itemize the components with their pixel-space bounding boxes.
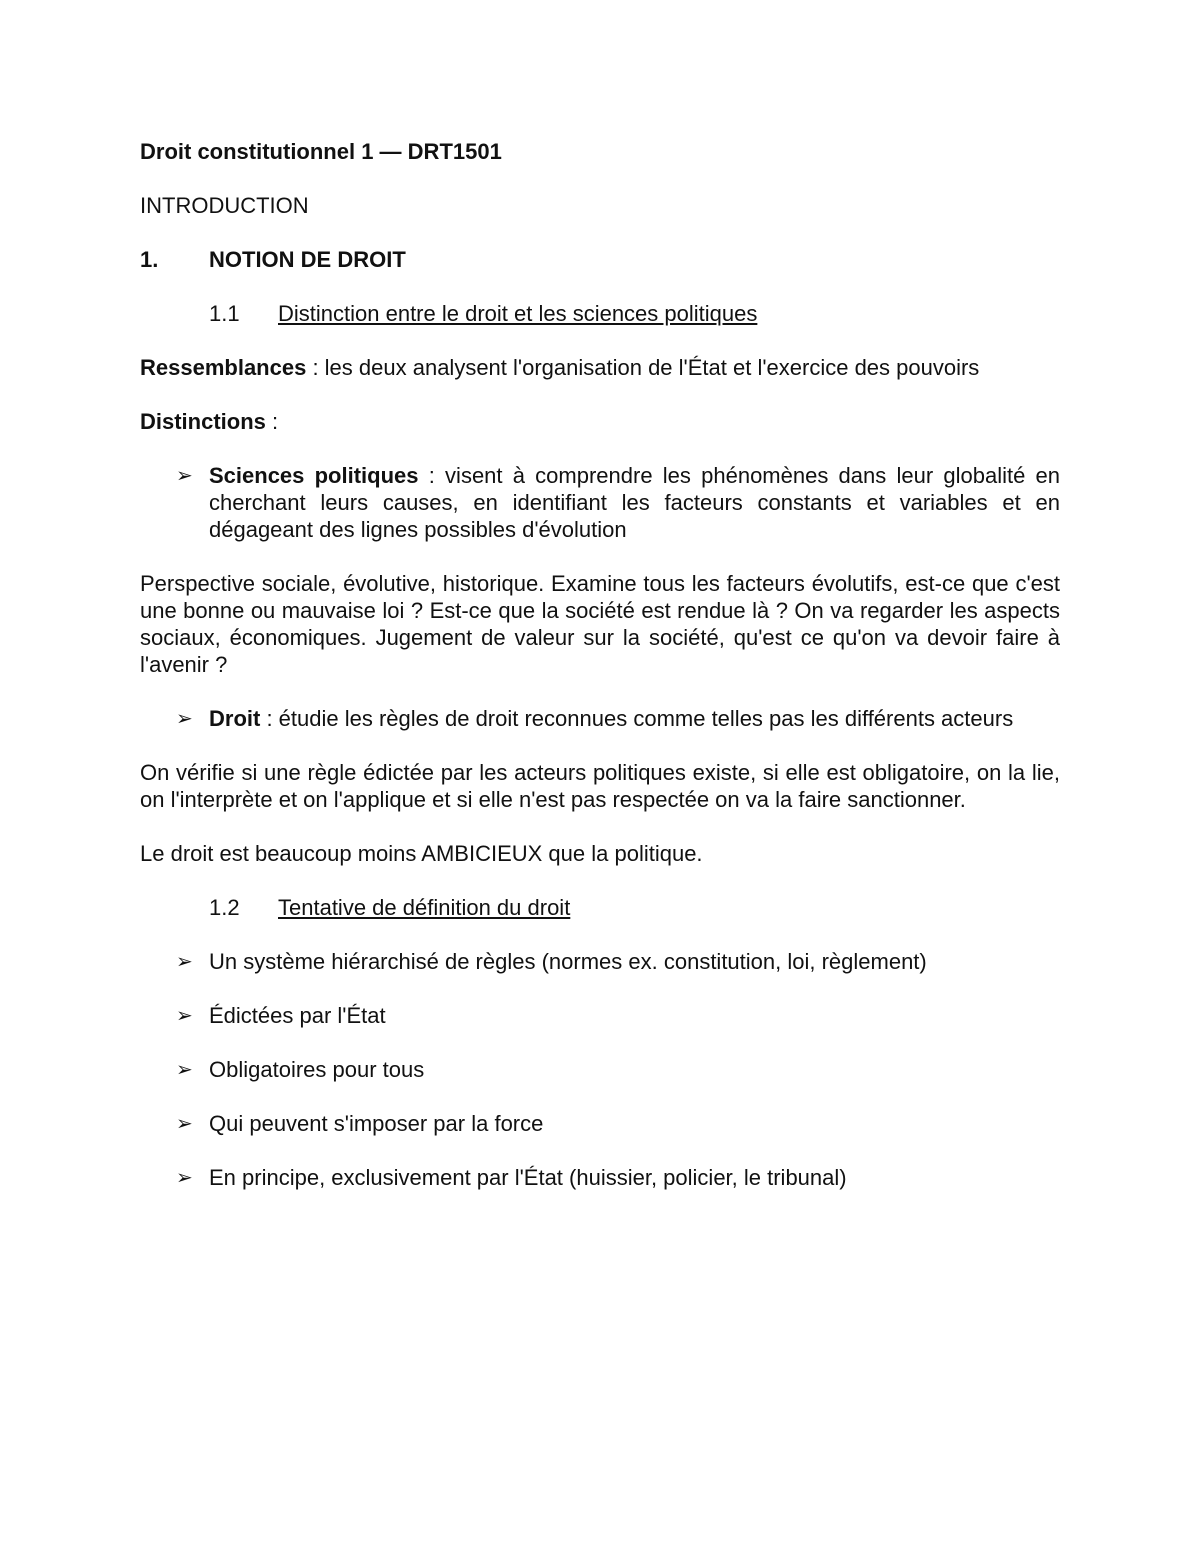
definition-item xyxy=(176,1056,1060,1083)
subsection-1-1-heading xyxy=(209,300,1060,327)
definition-item-text: Un système hiérarchisé de règles (normes ex. constitution, loi, règlement) xyxy=(209,949,927,974)
bullet-droit-label: Droit xyxy=(209,706,261,731)
bullet-sciences-body xyxy=(209,462,1060,543)
bullet-droit xyxy=(176,705,1060,732)
distinctions-paragraph xyxy=(140,408,1060,435)
section-heading-introduction: INTRODUCTION xyxy=(140,193,309,218)
arrow-bullet-icon: ➢ xyxy=(176,949,193,973)
bullet-droit-body xyxy=(209,705,1060,732)
section-1-heading xyxy=(140,246,1060,273)
subsection-1-1-title: Distinction entre le droit et les sciences politiques xyxy=(278,301,758,326)
definition-item xyxy=(176,1002,1060,1029)
arrow-bullet-icon: ➢ xyxy=(176,463,193,487)
document-title: Droit constitutionnel 1 — DRT1501 xyxy=(140,139,502,164)
ressemblances-text: : les deux analysent l'organisation de l'État et l'exercice des pouvoirs xyxy=(306,355,980,380)
subsection-1-2-title: Tentative de définition du droit xyxy=(278,895,571,920)
document-page xyxy=(140,138,1060,1218)
subsection-1-2-number: 1.2 xyxy=(209,895,240,920)
verifie-paragraph: On vérifie si une règle édictée par les acteurs politiques existe, si elle est obligatoire, on la lie, on l'interprète et on l'applique et si elle n'est pas respectée on va la faire sanctionner. xyxy=(140,760,1060,812)
perspective-paragraph: Perspective sociale, évolutive, historique. Examine tous les facteurs évolutifs, est-ce que c'est une bonne ou mauvaise loi ? Est-ce que la société est rendue là ? On va regarder les aspects sociaux, économiques. Jugement de valeur sur la société, qu'est ce qu'on va devoir faire à l'avenir ? xyxy=(140,571,1060,677)
bullet-sciences-text: : visent à comprendre les phénomènes dans leur globalité en cherchant leurs causes, en identifiant les facteurs constants et variables et en dégageant des lignes possibles d'évolution xyxy=(209,463,1061,542)
definition-item xyxy=(176,948,1060,975)
section-1-number: 1. xyxy=(140,247,159,272)
bullet-sciences-politiques xyxy=(176,462,1060,543)
arrow-bullet-icon: ➢ xyxy=(176,1111,193,1135)
subsection-1-1-number: 1.1 xyxy=(209,301,240,326)
definition-item-text: Édictées par l'État xyxy=(209,1003,386,1028)
definition-item xyxy=(176,1110,1060,1137)
ressemblances-paragraph xyxy=(140,354,1060,381)
arrow-bullet-icon: ➢ xyxy=(176,1165,193,1189)
distinctions-text: : xyxy=(265,409,279,434)
subsection-1-2-heading xyxy=(209,894,1060,921)
arrow-bullet-icon: ➢ xyxy=(176,1057,193,1081)
bullet-sciences-label: Sciences politiques xyxy=(209,463,419,488)
definition-item-text: Qui peuvent s'imposer par la force xyxy=(209,1111,544,1136)
ressemblances-label: Ressemblances xyxy=(140,355,307,380)
definition-item-text: En principe, exclusivement par l'État (huissier, policier, le tribunal) xyxy=(209,1165,847,1190)
arrow-bullet-icon: ➢ xyxy=(176,706,193,730)
bullet-droit-text: : étudie les règles de droit reconnues comme telles pas les différents acteurs xyxy=(260,706,1014,731)
ambitieux-paragraph: Le droit est beaucoup moins AMBICIEUX que la politique. xyxy=(140,841,703,866)
distinctions-label: Distinctions xyxy=(140,409,266,434)
definition-item-text: Obligatoires pour tous xyxy=(209,1057,425,1082)
section-1-title: NOTION DE DROIT xyxy=(209,247,406,272)
arrow-bullet-icon: ➢ xyxy=(176,1003,193,1027)
definition-item xyxy=(176,1164,1060,1191)
